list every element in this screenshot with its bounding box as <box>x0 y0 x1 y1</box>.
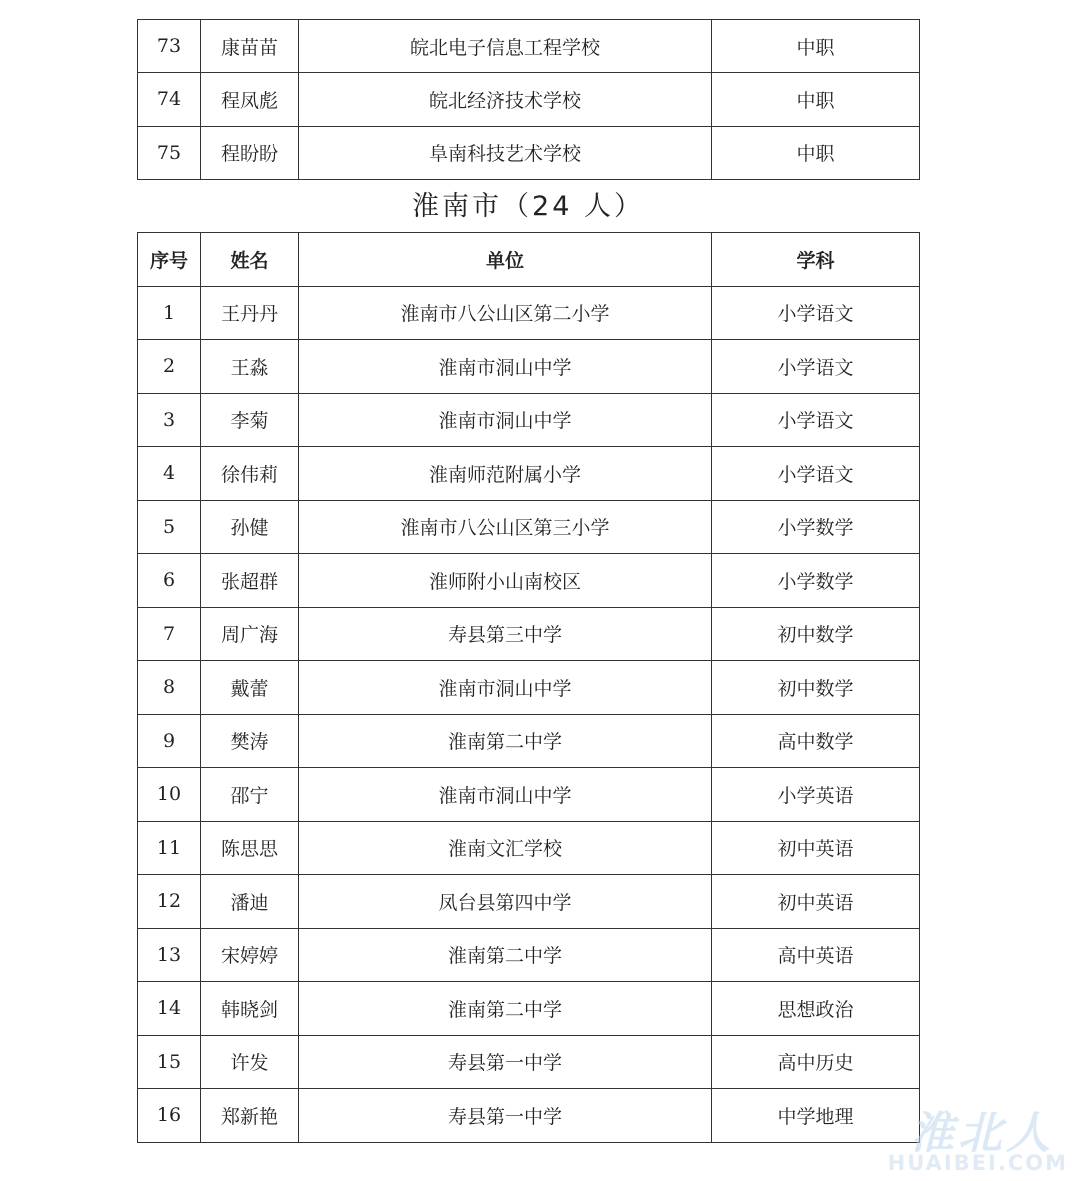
table-row <box>138 447 920 501</box>
cell-unit: 淮南市八公山区第二小学 <box>299 286 712 340</box>
header-no: 序号 <box>138 233 201 287</box>
section-title: 淮南市（24 人） <box>412 191 644 222</box>
table-row <box>138 1035 920 1089</box>
cell-name: 许发 <box>201 1035 299 1089</box>
cell-subject: 小学语文 <box>712 340 920 394</box>
table-row <box>138 554 920 608</box>
cell-no: 13 <box>138 928 201 982</box>
cell-subject: 小学语文 <box>712 447 920 501</box>
cell-name: 周广海 <box>201 607 299 661</box>
cell-subject: 小学语文 <box>712 393 920 447</box>
cell-no: 14 <box>138 982 201 1036</box>
cell-name: 韩晓剑 <box>201 982 299 1036</box>
cell-name: 王淼 <box>201 340 299 394</box>
cell-name: 潘迪 <box>201 875 299 929</box>
cell-unit: 皖北电子信息工程学校 <box>299 20 712 73</box>
header-subject: 学科 <box>712 233 920 287</box>
cell-no: 10 <box>138 768 201 822</box>
cell-no: 8 <box>138 661 201 715</box>
cell-no: 1 <box>138 286 201 340</box>
table-row <box>138 607 920 661</box>
watermark-domain: HUAIBEI.COM <box>887 1151 1068 1175</box>
header-row <box>138 233 920 287</box>
cell-no: 5 <box>138 500 201 554</box>
table-row <box>138 73 920 126</box>
cell-subject: 思想政治 <box>712 982 920 1036</box>
cell-unit: 淮南第二中学 <box>299 928 712 982</box>
table-row <box>138 768 920 822</box>
cell-no: 16 <box>138 1089 201 1143</box>
cell-no: 3 <box>138 393 201 447</box>
table-row <box>138 928 920 982</box>
cell-subject: 高中英语 <box>712 928 920 982</box>
table-header <box>138 233 920 287</box>
cell-name: 徐伟莉 <box>201 447 299 501</box>
cell-name: 宋婷婷 <box>201 928 299 982</box>
cell-subject: 高中数学 <box>712 714 920 768</box>
cell-unit: 凤台县第四中学 <box>299 875 712 929</box>
cell-name: 程盼盼 <box>201 126 299 179</box>
table-row <box>138 875 920 929</box>
cell-unit: 皖北经济技术学校 <box>299 73 712 126</box>
cell-name: 郑新艳 <box>201 1089 299 1143</box>
header-name: 姓名 <box>201 233 299 287</box>
cell-unit: 淮南市洞山中学 <box>299 393 712 447</box>
cell-no: 9 <box>138 714 201 768</box>
cell-no: 73 <box>138 20 201 73</box>
cell-no: 2 <box>138 340 201 394</box>
cell-subject: 小学语文 <box>712 286 920 340</box>
cell-name: 戴蕾 <box>201 661 299 715</box>
cell-unit: 淮南师范附属小学 <box>299 447 712 501</box>
cell-unit: 寿县第一中学 <box>299 1089 712 1143</box>
cell-subject: 小学英语 <box>712 768 920 822</box>
cell-unit: 寿县第一中学 <box>299 1035 712 1089</box>
cell-no: 12 <box>138 875 201 929</box>
cell-no: 4 <box>138 447 201 501</box>
table-row <box>138 982 920 1036</box>
cell-name: 康苗苗 <box>201 20 299 73</box>
cell-name: 王丹丹 <box>201 286 299 340</box>
header-unit: 单位 <box>299 233 712 287</box>
cell-subject: 初中数学 <box>712 607 920 661</box>
cell-subject: 中职 <box>712 126 920 179</box>
cell-name: 程凤彪 <box>201 73 299 126</box>
table-row <box>138 286 920 340</box>
table-row <box>138 20 920 73</box>
huainan-roster-table <box>137 232 920 1143</box>
table-row <box>138 393 920 447</box>
cell-subject: 小学数学 <box>712 500 920 554</box>
cell-unit: 寿县第三中学 <box>299 607 712 661</box>
table-row <box>138 821 920 875</box>
cell-subject: 中职 <box>712 20 920 73</box>
cell-subject: 小学数学 <box>712 554 920 608</box>
cell-no: 74 <box>138 73 201 126</box>
table-row <box>138 661 920 715</box>
cell-no: 7 <box>138 607 201 661</box>
cell-no: 75 <box>138 126 201 179</box>
cell-unit: 淮南市洞山中学 <box>299 340 712 394</box>
cell-unit: 淮师附小山南校区 <box>299 554 712 608</box>
cell-unit: 淮南市八公山区第三小学 <box>299 500 712 554</box>
previous-section-table-body <box>138 20 920 180</box>
cell-subject: 中学地理 <box>712 1089 920 1143</box>
cell-subject: 高中历史 <box>712 1035 920 1089</box>
table-row <box>138 340 920 394</box>
cell-subject: 中职 <box>712 73 920 126</box>
cell-name: 陈思思 <box>201 821 299 875</box>
cell-unit: 淮南市洞山中学 <box>299 768 712 822</box>
cell-no: 15 <box>138 1035 201 1089</box>
cell-unit: 阜南科技艺术学校 <box>299 126 712 179</box>
cell-unit: 淮南文汇学校 <box>299 821 712 875</box>
cell-name: 李菊 <box>201 393 299 447</box>
cell-subject: 初中英语 <box>712 875 920 929</box>
cell-subject: 初中英语 <box>712 821 920 875</box>
cell-no: 6 <box>138 554 201 608</box>
cell-unit: 淮南第二中学 <box>299 714 712 768</box>
cell-unit: 淮南第二中学 <box>299 982 712 1036</box>
previous-section-table <box>137 19 920 180</box>
cell-name: 樊涛 <box>201 714 299 768</box>
watermark-script: 淮北人 <box>910 1108 1054 1159</box>
table-row <box>138 1089 920 1143</box>
cell-name: 邵宁 <box>201 768 299 822</box>
cell-subject: 初中数学 <box>712 661 920 715</box>
table-row <box>138 500 920 554</box>
cell-unit: 淮南市洞山中学 <box>299 661 712 715</box>
cell-no: 11 <box>138 821 201 875</box>
table-row <box>138 714 920 768</box>
cell-name: 孙健 <box>201 500 299 554</box>
roster-table-body <box>138 286 920 1142</box>
table-row <box>138 126 920 179</box>
cell-name: 张超群 <box>201 554 299 608</box>
